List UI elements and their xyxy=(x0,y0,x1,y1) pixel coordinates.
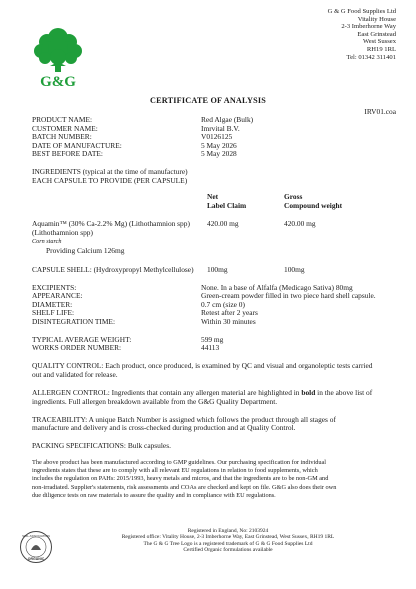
net-column-header: Label Claim xyxy=(207,201,247,210)
svg-text:SOIL ASSOCIATION: SOIL ASSOCIATION xyxy=(22,534,50,538)
shelf-life-label: SHELF LIFE: xyxy=(32,308,75,317)
allergen-control-text: ingredients. Full allergen breakdown available from the G&G Quality Department. xyxy=(32,397,278,406)
gmp-statement: The above product has been manufactured according to GMP guidelines. Our purchasing specification for individual ingredients states that these are to comply with all relevant EU regulations in relation to food supplements, which includes the regulation on PAHs: 2015/1993, heavy metals and micros, and that the ingredients are to be non-GM and non-irradiated. Supplier's statements, risk assessments and COAs are checked and kept on file. G&G also does their own due diligence tests on raw materials to assure the quality and in compliance with EU regulations. xyxy=(32,459,337,499)
customer-name-value: Imrvital B.V. xyxy=(201,124,240,133)
gross-column-header: Gross xyxy=(284,192,303,201)
disintegration-label: DISINTEGRATION TIME: xyxy=(32,317,115,326)
phone-number: Tel: 01342 311401 xyxy=(346,53,396,61)
ingredient-name: Aquamin™ (30% Ca-2.2% Mg) (Lithothamnion spp) xyxy=(32,219,190,228)
diameter-value: 0.7 cm (size 0) xyxy=(201,300,245,309)
diameter-label: DIAMETER: xyxy=(32,300,73,309)
disintegration-value: Within 30 minutes xyxy=(201,317,256,326)
ingredient-net-value: 420.00 mg xyxy=(207,219,239,228)
address-line: RH19 1RL xyxy=(366,45,396,53)
allergen-control-text: ALLERGEN CONTROL: Ingredients that contain any allergen material are highlighted in bold in the above list of xyxy=(32,388,373,397)
trademark-note: The G & G Tree Logo is a registered trademark of G & G Food Supplies Ltd xyxy=(143,540,313,547)
excipients-label: EXCIPIENTS: xyxy=(32,283,77,292)
registration-number: Registered in England, No: 2103924 xyxy=(187,528,269,534)
appearance-value: Green-cream powder filled in two piece hard shell capsule. xyxy=(201,291,376,300)
net-column-header: Net xyxy=(207,192,219,201)
calcium-note: Providing Calcium 126mg xyxy=(46,246,125,255)
ingredients-heading: INGREDIENTS (typical at the time of manufacture) xyxy=(32,167,188,176)
works-order-label: WORKS ORDER NUMBER: xyxy=(32,343,122,352)
address-line: 2-3 Imberhorne Way xyxy=(341,23,396,31)
per-capsule-heading: EACH CAPSULE TO PROVIDE (PER CAPSULE) xyxy=(32,176,188,185)
document-reference: IRV01.coa xyxy=(364,107,396,116)
ingredient-name-continued: (Lithothamnion spp) xyxy=(32,228,93,237)
batch-number-value: V0126125 xyxy=(201,132,233,141)
svg-text:G&G: G&G xyxy=(40,74,76,90)
average-weight-value: 599 mg xyxy=(201,335,224,344)
address-line: West Sussex xyxy=(363,38,396,46)
corn-starch-note: Corn starch xyxy=(32,238,62,245)
batch-number-label: BATCH NUMBER: xyxy=(32,132,92,141)
customer-name-label: CUSTOMER NAME: xyxy=(32,124,98,133)
company-logo xyxy=(30,24,86,90)
best-before-value: 5 May 2028 xyxy=(201,149,237,158)
works-order-value: 44113 xyxy=(201,343,220,352)
organic-note: Certified Organic formulations available xyxy=(183,546,273,553)
product-name-label: PRODUCT NAME: xyxy=(32,115,93,124)
capsule-shell-net: 100mg xyxy=(207,265,228,274)
capsule-shell-label: CAPSULE SHELL: (Hydroxypropyl Methylcellulose) xyxy=(32,265,194,274)
appearance-label: APPEARANCE: xyxy=(32,291,83,300)
address-line: Vitality House xyxy=(357,15,396,23)
traceability-text: TRACEABILITY: A unique Batch Number is assigned which follows the product through all stages of xyxy=(32,415,336,424)
ingredient-gross-value: 420.00 mg xyxy=(284,219,316,228)
footer xyxy=(60,528,396,553)
company-address xyxy=(328,8,396,61)
capsule-shell-gross: 100mg xyxy=(284,265,305,274)
best-before-label: BEST BEFORE DATE: xyxy=(32,149,103,158)
company-name: G & G Food Supplies Ltd xyxy=(327,8,396,15)
packing-specifications-text: PACKING SPECIFICATIONS: Bulk capsules. xyxy=(32,441,171,450)
excipients-value: None. In a base of Alfalfa (Medicago Sativa) 80mg xyxy=(201,283,353,292)
product-name-value: Red Algae (Bulk) xyxy=(201,115,254,124)
gross-column-header: Compound weight xyxy=(284,201,343,210)
manufacture-date-value: 5 May 2026 xyxy=(201,141,237,150)
traceability-text: manufacture and delivery and is cross-checked during production and at Quality Control. xyxy=(32,423,296,432)
address-line: East Grinstead xyxy=(357,30,396,38)
manufacture-date-label: DATE OF MANUFACTURE: xyxy=(32,141,122,150)
svg-text:ORGANIC: ORGANIC xyxy=(27,557,45,561)
registered-office: Registered office: Vitality House, 2-3 Imberhorne Way, East Grinstead, West Sussex, RH19 1RL xyxy=(121,534,335,541)
shelf-life-value: Retest after 2 years xyxy=(201,308,258,317)
quality-control-text: QUALITY CONTROL: Each product, once produced, is examined by QC and visual and organoleptic tests carried xyxy=(32,361,373,370)
quality-control-text: out and validated for release. xyxy=(32,370,118,379)
soil-association-organic-badge xyxy=(19,530,53,564)
document-title: CERTIFICATE OF ANALYSIS xyxy=(150,96,266,105)
average-weight-label: TYPICAL AVERAGE WEIGHT: xyxy=(32,335,132,344)
